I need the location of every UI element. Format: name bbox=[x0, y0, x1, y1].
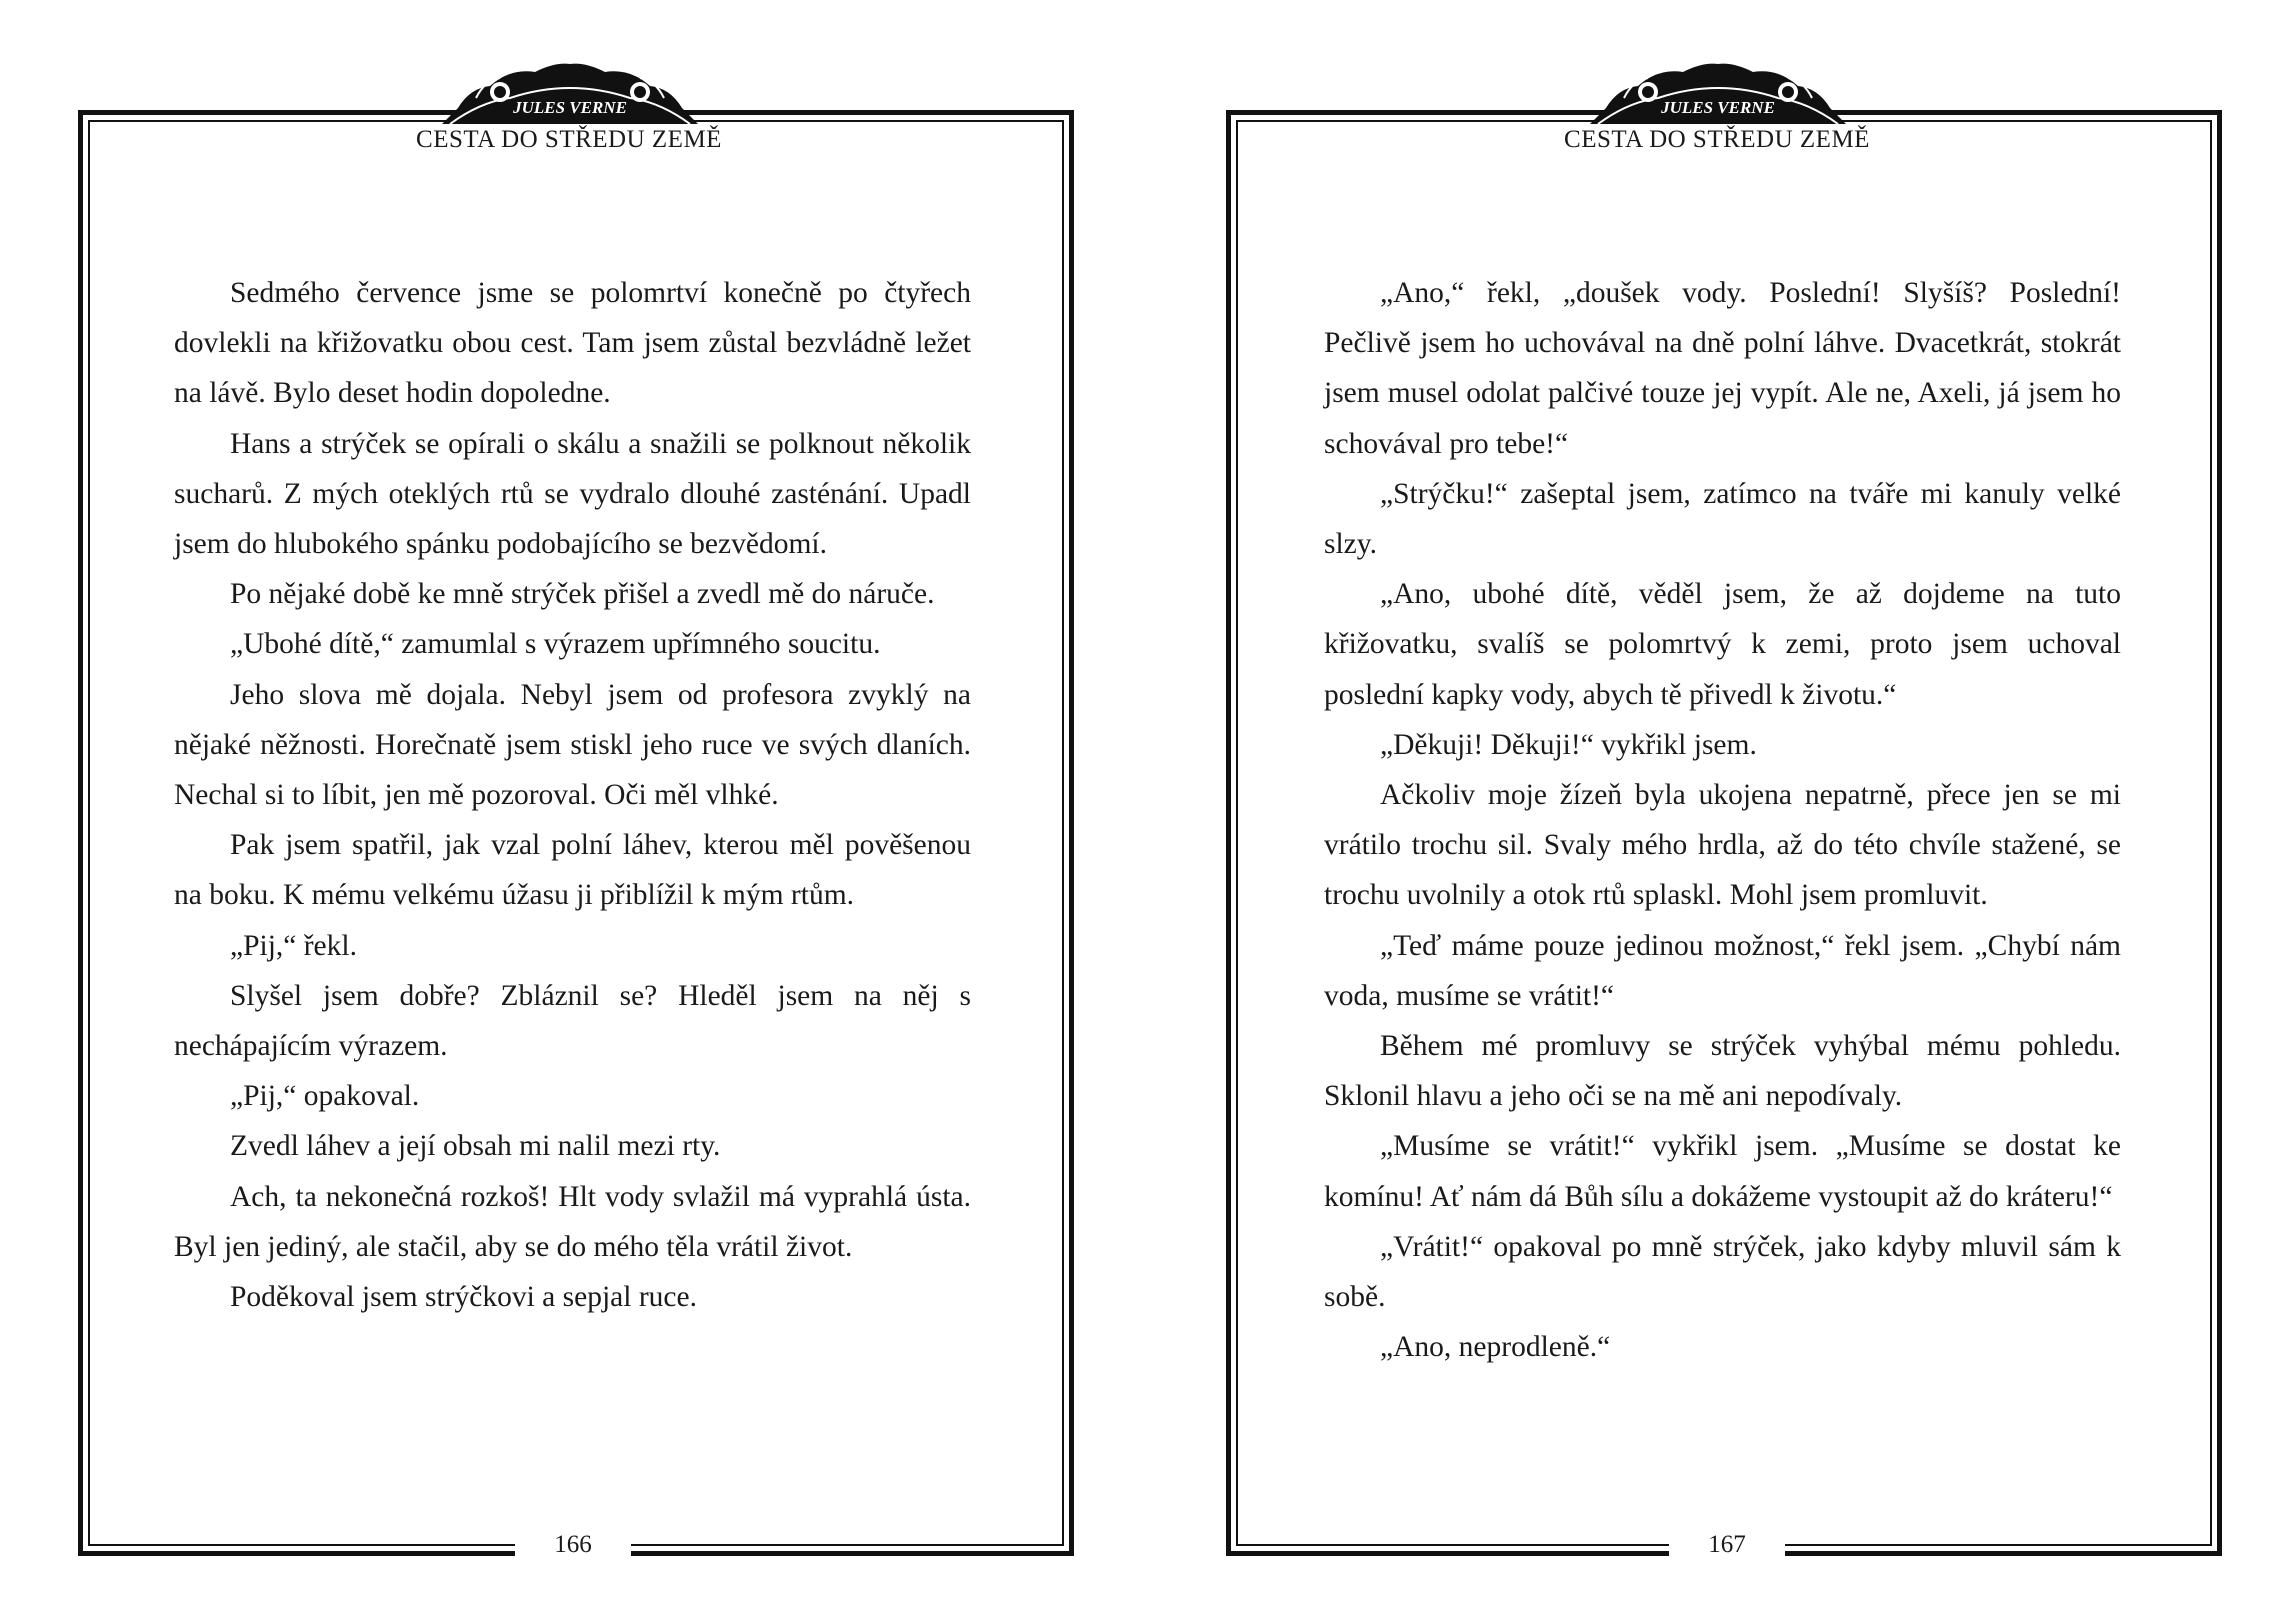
paragraph: Hans a strýček se opírali o skálu a snažili se polknout několik sucharů. Z mých oteklých rtů se vydralo dlouhé zasténání. Upadl jsem do hlubokého spánku podobajícího se bezvědomí. bbox=[174, 427, 971, 561]
paragraph: Jeho slova mě dojala. Nebyl jsem od profesora zvyklý na nějaké něžnosti. Horečnatě jsem stiskl jeho ruce ve svých dlaních. Nechal si to líbit, jen mě pozoroval. Oči měl vlhké. bbox=[174, 678, 971, 812]
running-header-title: CESTA DO STŘEDU ZEMĚ bbox=[416, 126, 722, 153]
paragraph: „Musíme se vrátit!“ vykřikl jsem. „Musíme se dostat ke komínu! Ať nám dá Bůh sílu a dokážeme vystoupit až do kráteru!“ bbox=[1324, 1130, 2121, 1213]
paragraph: „Ano, ubohé dítě, věděl jsem, že až dojdeme na tuto křižovatku, svalíš se polomrtvý k zemi, proto jsem uchoval poslední kapky vody, abych tě přivedl k životu.“ bbox=[1324, 578, 2121, 711]
svg-text:JULES VERNE: JULES VERNE bbox=[1661, 98, 1775, 117]
paragraph: Slyšel jsem dobře? Zbláznil se? Hleděl jsem na něj s nechápajícím výrazem. bbox=[174, 979, 971, 1063]
body-text bbox=[174, 268, 971, 1322]
paragraph: Ačkoliv moje žízeň byla ukojena nepatrně, přece jen se mi vrátilo trochu sil. Svaly mého hrdla, až do této chvíle stažené, se trochu uvolnily a otok rtů splaskl. Mohl jsem promluvit. bbox=[1324, 779, 2121, 912]
paragraph: Po nějaké době ke mně strýček přišel a zvedl mě do náruče. bbox=[230, 578, 935, 611]
paragraph: „Pij,“ řekl. bbox=[230, 929, 357, 962]
jules-verne-emblem-logo bbox=[440, 58, 700, 128]
paragraph: Poděkoval jsem strýčkovi a sepjal ruce. bbox=[230, 1281, 697, 1314]
paragraph: „Ubohé dítě,“ zamumlal s výrazem upřímného soucitu. bbox=[230, 628, 881, 661]
paragraph: „Vrátit!“ opakoval po mně strýček, jako kdyby mluvil sám k sobě. bbox=[1324, 1230, 2121, 1314]
paragraph: „Děkuji! Děkuji!“ vykřikl jsem. bbox=[1380, 728, 1757, 761]
paragraph: „Pij,“ opakoval. bbox=[230, 1080, 420, 1113]
paragraph: Pak jsem spatřil, jak vzal polní láhev, kterou měl pověšenou na boku. K mému velkému úžasu ji přiblížil k mým rtům. bbox=[174, 829, 971, 912]
paragraph: „Strýčku!“ zašeptal jsem, zatímco na tváře mi kanuly velké slzy. bbox=[1324, 477, 2121, 561]
body-text bbox=[1324, 268, 2121, 1372]
running-header-title: CESTA DO STŘEDU ZEMĚ bbox=[1564, 126, 1870, 153]
paragraph: „Ano, neprodleně.“ bbox=[1380, 1331, 1611, 1364]
right-page bbox=[1142, 0, 2284, 1615]
paragraph: Během mé promluvy se strýček vyhýbal mému pohledu. Sklonil hlavu a jeho oči se na mě ani nepodívaly. bbox=[1324, 1030, 2121, 1113]
paragraph: Sedmého července jsme se polomrtví konečně po čtyřech dovlekli na křižovatku obou cest. Tam jsem zůstal bezvládně ležet na lávě. Bylo deset hodin dopoledne. bbox=[174, 277, 971, 410]
paragraph: „Teď máme pouze jedinou možnost,“ řekl jsem. „Chybí nám voda, musíme se vrátit!“ bbox=[1324, 929, 2121, 1012]
svg-text:JULES VERNE: JULES VERNE bbox=[513, 98, 627, 117]
paragraph: „Ano,“ řekl, „doušek vody. Poslední! Slyšíš? Poslední! Pečlivě jsem ho uchovával na dně polní láhve. Dvacetkrát, stokrát jsem musel odolat palčivé touze jej vypít. Ale ne, Axeli, já jsem ho schovával pro tebe!“ bbox=[1324, 277, 2121, 460]
jules-verne-emblem-logo bbox=[1588, 58, 1848, 128]
page-number: 167 bbox=[1708, 1531, 1746, 1558]
page-number: 166 bbox=[554, 1531, 592, 1558]
paragraph: Zvedl láhev a její obsah mi nalil mezi rty. bbox=[230, 1130, 721, 1163]
paragraph: Ach, ta nekonečná rozkoš! Hlt vody svlažil má vyprahlá ústa. Byl jen jediný, ale stačil, aby se do mého těla vrátil život. bbox=[174, 1180, 971, 1263]
